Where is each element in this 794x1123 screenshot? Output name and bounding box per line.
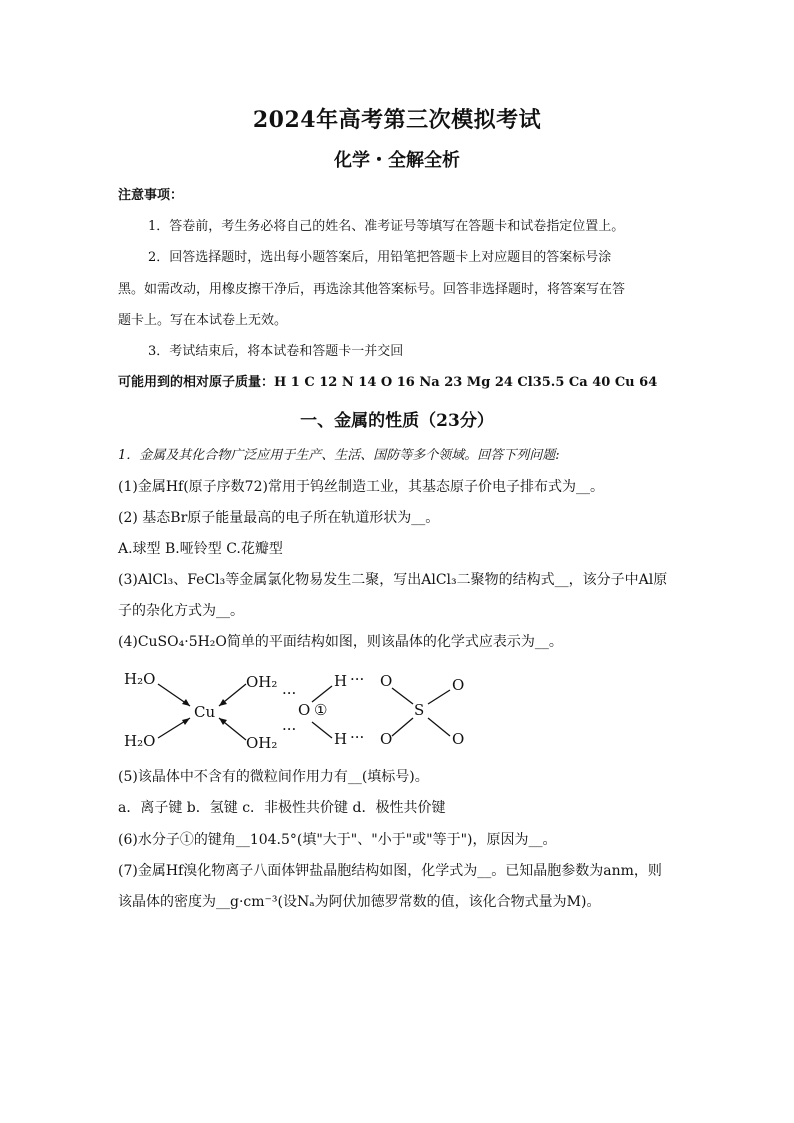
diagram-o-3: O: [452, 676, 465, 694]
question-1-part-7-line-1: (7)金属Hf溴化物离子八面体钾盐晶胞结构如图，化学式为__。已知晶胞参数为anm，则: [118, 863, 662, 879]
question-1-part-1: (1)金属Hf(原子序数72)常用于钨丝制造工业，其基态原子价电子排布式为__。: [118, 479, 604, 495]
notice-item-2-line-2: 黑。如需改动，用橡皮擦干净后，再选涂其他答案标号。回答非选择题时，将答案写在答: [118, 282, 626, 297]
page-title: 2024年高考第三次模拟考试: [252, 107, 542, 133]
diagram-arrowhead-top-left: [182, 699, 190, 706]
question-1-part-5: (5)该晶体中不含有的微粒间作用力有__(填标号)。: [118, 769, 429, 785]
diagram-bond-oh-top: [312, 686, 332, 702]
notice-item-2-line-1: 2．回答选择题时，选出每小题答案后，用铅笔把答题卡上对应题目的答案标号涂: [148, 250, 612, 265]
diagram-o-center: O: [298, 701, 311, 719]
diagram-hbond-bottom-right: ···: [350, 728, 365, 746]
diagram-cu: Cu: [194, 703, 216, 721]
question-1-intro: 1．金属及其化合物广泛应用于生产、生活、国防等多个领域。回答下列问题:: [118, 448, 560, 463]
diagram-bond-so-1: [392, 688, 413, 704]
diagram-hbond-top-left: ···: [282, 684, 297, 702]
question-1-part-3-line-2: 子的杂化方式为__。: [118, 603, 244, 619]
diagram-hbond-bottom-left: ···: [282, 720, 297, 738]
diagram-circle-1: ①: [314, 701, 328, 719]
notice-heading: 注意事项：: [118, 188, 184, 203]
question-1-part-4: (4)CuSO₄·5H₂O简单的平面结构如图，则该晶体的化学式应表示为__。: [118, 634, 563, 650]
diagram-bond-so-3: [428, 690, 450, 704]
question-1-part-7-line-2: 该晶体的密度为__g·cm⁻³(设Nₐ为阿伏加德罗常数的值，该化合物式量为M)。: [118, 894, 601, 910]
diagram-hbond-top-right: ···: [350, 670, 365, 688]
diagram-bond-so-2: [392, 718, 413, 736]
diagram-h2o-top: H₂O: [124, 670, 156, 688]
notice-item-2-line-3: 题卡上。写在本试卷上无效。: [118, 313, 288, 328]
page-subtitle: 化学・全解全析: [334, 150, 460, 171]
diagram-h-bottom: H: [334, 730, 348, 748]
diagram-o-1: O: [380, 672, 393, 690]
atomic-masses: 可能用到的相对原子质量：H 1 C 12 N 14 O 16 Na 23 Mg 24 Cl35.5 Ca 40 Cu 64: [118, 375, 658, 390]
question-1-part-2-options: A.球型 B.哑铃型 C.花瓣型: [118, 541, 283, 557]
section-title: 一、金属的性质（23分）: [300, 411, 494, 431]
question-1-part-3-line-1: (3)AlCl₃、FeCl₃等金属氯化物易发生二聚，写出AlCl₃二聚物的结构式__，该分子中Al原: [118, 572, 668, 588]
cuso4-structure-diagram: [118, 662, 478, 762]
diagram-bond-oh-bottom: [312, 722, 332, 738]
diagram-oh2-bottom: OH₂: [246, 734, 278, 752]
diagram-o-2: O: [380, 730, 393, 748]
diagram-oh2-top: OH₂: [246, 673, 278, 691]
notice-item-1: 1．答卷前，考生务必将自己的姓名、准考证号等填写在答题卡和试卷指定位置上。: [148, 219, 625, 234]
diagram-bond-so-4: [428, 718, 450, 736]
diagram-s: S: [414, 701, 425, 719]
question-1-part-5-options: a．离子键 b．氢键 c．非极性共价键 d．极性共价键: [118, 800, 446, 816]
diagram-o-4: O: [452, 730, 465, 748]
diagram-h2o-bottom: H₂O: [124, 732, 156, 750]
question-1-part-6: (6)水分子①的键角__104.5°(填"大于"、"小于"或"等于")，原因为__。: [118, 832, 557, 848]
notice-item-3: 3．考试结束后，将本试卷和答题卡一并交回: [148, 344, 404, 359]
diagram-arrowhead-bottom-left: [182, 718, 190, 725]
question-1-part-2: (2) 基态Br原子能量最高的电子所在轨道形状为__。: [118, 510, 440, 526]
diagram-h-top: H: [334, 672, 348, 690]
